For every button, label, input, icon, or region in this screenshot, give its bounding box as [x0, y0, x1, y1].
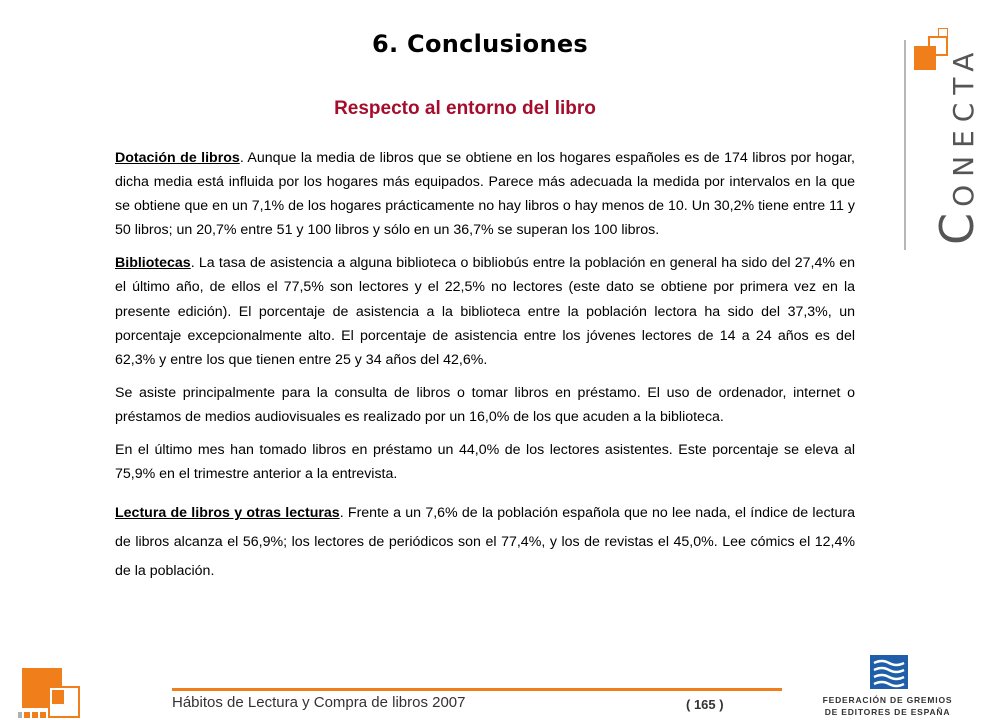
footer-logo-icon — [18, 668, 88, 720]
federation-line-1: FEDERACIÓN DE GREMIOS — [822, 695, 953, 705]
federation-logo — [820, 655, 955, 717]
federation-emblem-icon — [870, 655, 908, 689]
paragraph-consulta: Se asiste principalmente para la consulta de libros o tomar libros en préstamo. El uso de ordenador, internet o préstamos de medios audiovisuales es realizado por un 16,0% de los que acuden a la biblioteca. — [115, 384, 855, 425]
paragraph-bibliotecas — [115, 251, 855, 371]
conecta-divider — [904, 40, 906, 250]
conecta-rest: ONECTA — [947, 44, 980, 207]
footer-rule — [172, 688, 782, 691]
page-title: 6. Conclusiones — [371, 30, 589, 58]
federation-line-2: DE EDITORES DE ESPAÑA — [824, 707, 951, 717]
body-text — [115, 146, 855, 595]
conecta-logo — [930, 45, 984, 245]
paragraph-dotacion — [115, 146, 855, 242]
paragraph-prestamo: En el último mes han tomado libros en préstamo un 44,0% de los lectores asistentes. Este porcentaje se eleva al 75,9% en el trimestre anterior a la entrevista. — [115, 442, 855, 483]
lead-dotacion: Dotación de libros — [115, 150, 240, 166]
page-number: ( 165 ) — [686, 697, 724, 712]
text-lectura: . Frente a un 7,6% de la población española que no lee nada, el índice de lectura de libros alcanza el 56,9%; los lectores de periódicos son el 77,4%, y los de revistas el 45,0%. Lee cómics el 12,4% de la población. — [115, 505, 855, 580]
lead-lectura: Lectura de libros y otras lecturas — [115, 505, 340, 522]
conecta-small-square-icon — [938, 28, 948, 38]
section-title: Respecto al entorno del libro — [334, 98, 596, 119]
paragraph-lectura — [115, 499, 855, 586]
conecta-initial: C — [930, 206, 984, 245]
text-bibliotecas: . La tasa de asistencia a alguna biblioteca o bibliobús entre la población en general ha sido del 27,4% en el último año, de ellos el 77,5% son lectores y el 22,5% no lectores (este dato se obtiene por primera vez en la presente edición). El porcentaje de asistencia a la biblioteca entre la población lectora ha sido del 37,3%, un porcentaje excepcionalmente alto. El porcentaje de asistencia entre los jóvenes lectores de 14 a 24 años es del 62,3% y entre los que tienen entre 25 y 34 años del 42,6%. — [115, 255, 855, 368]
footer-title: Hábitos de Lectura y Compra de libros 2007 — [172, 694, 466, 711]
text-dotacion: . Aunque la media de libros que se obtiene en los hogares españoles es de 174 libros por hogar, dicha media está influida por los hogares más equipados. Parece más adecuada la medida por intervalos en la que se obtiene que en un 7,1% de los hogares prácticamente no hay libros o hay menos de 10. Un 30,2% tiene entre 11 y 50 libros; un 20,7% entre 51 y 100 libros y sólo en un 36,7% se superan los 100 libros. — [115, 150, 855, 239]
lead-bibliotecas: Bibliotecas — [115, 255, 191, 272]
